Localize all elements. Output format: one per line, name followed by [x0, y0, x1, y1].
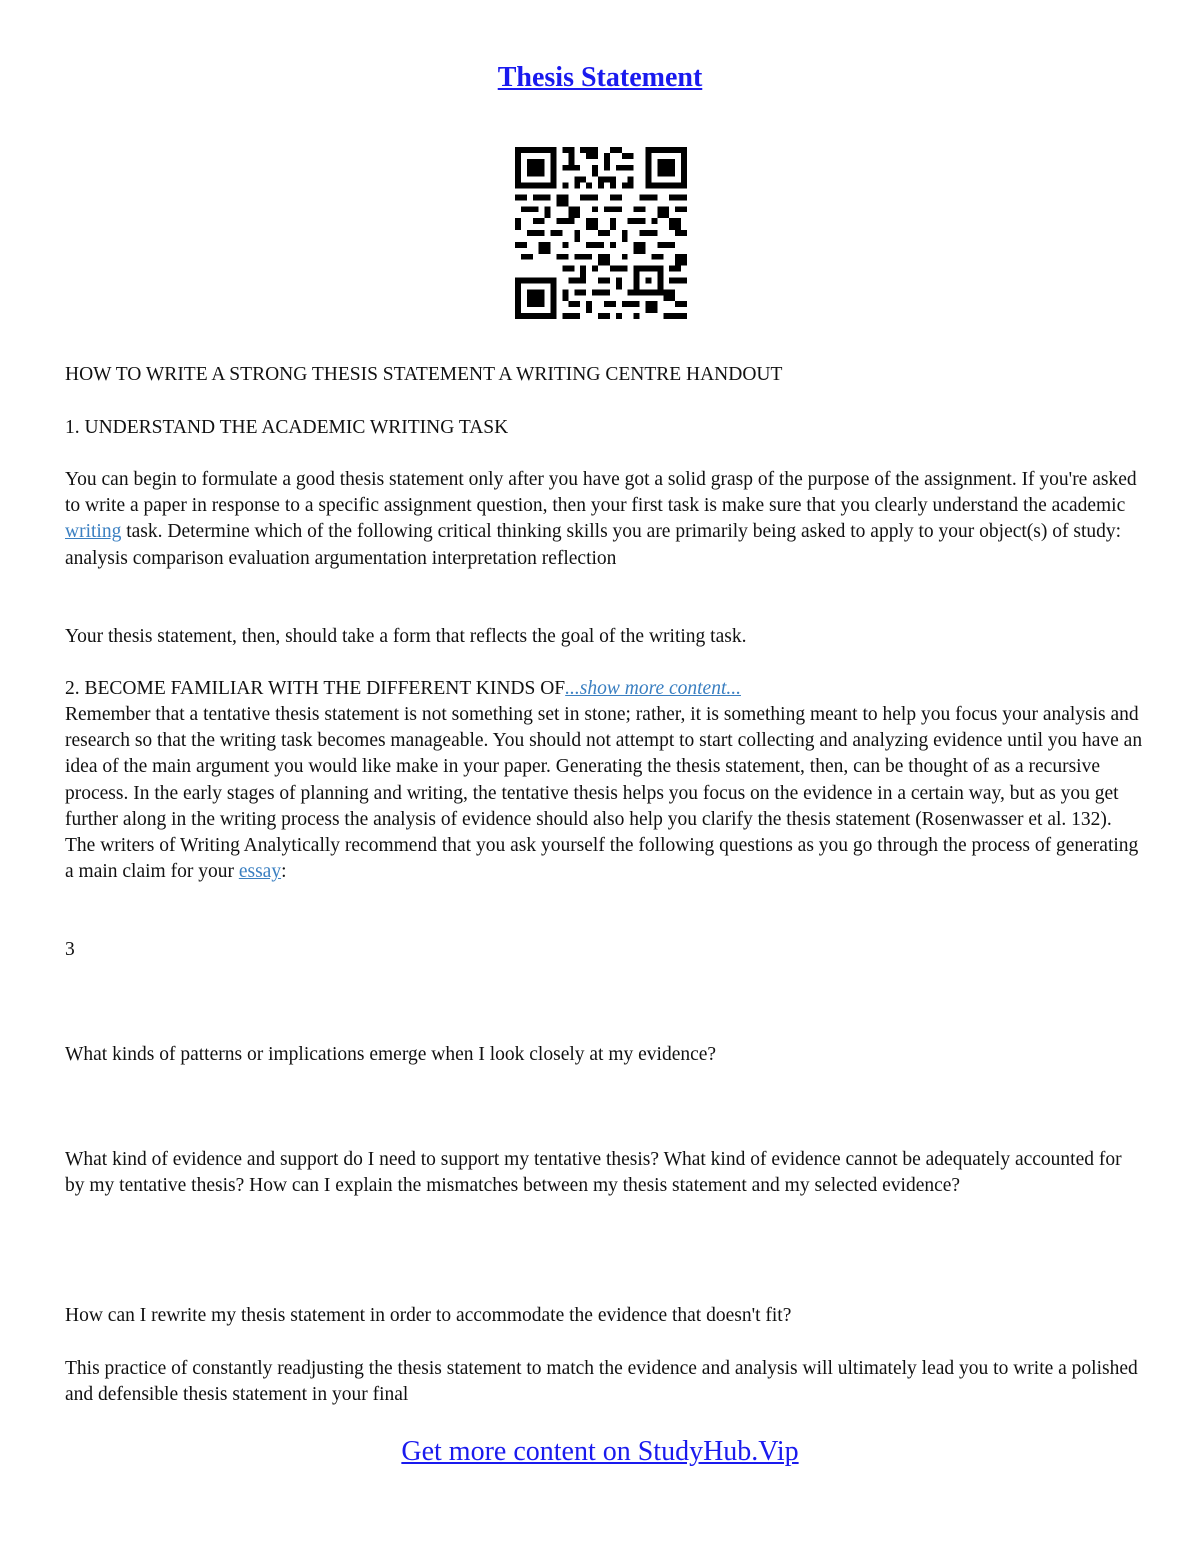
studyhub-footer-link[interactable]: Get more content on StudyHub.Vip: [401, 1436, 799, 1467]
section-1-heading: 1. UNDERSTAND THE ACADEMIC WRITING TASK: [65, 417, 509, 438]
handout-heading: HOW TO WRITE A STRONG THESIS STATEMENT A WRITING CENTRE HANDOUT: [65, 364, 783, 385]
section-2-heading-text: 2. BECOME FAMILIAR WITH THE DIFFERENT KINDS OF: [65, 678, 566, 699]
page-number: 3: [65, 939, 75, 960]
show-more-link[interactable]: ...show more content...: [565, 678, 741, 699]
question-2: What kind of evidence and support do I need to support my tentative thesis? What kind of evidence cannot be adequately accounted for by my tentative thesis? How can I explain the mismatches between my thesis statement and my selected evidence?: [65, 1149, 1122, 1197]
paragraph-4: This practice of constantly readjusting the thesis statement to match the evidence and analysis will ultimately lead you to write a polished and defensible thesis statement in your final: [65, 1358, 1138, 1406]
paragraph-3-text-end: :: [281, 861, 287, 883]
question-1: What kinds of patterns or implications emerge when I look closely at my evidence?: [65, 1044, 717, 1065]
essay-link[interactable]: essay: [238, 861, 282, 883]
qr-code-icon: [515, 147, 687, 319]
paragraph-3: [65, 702, 1145, 885]
writing-link[interactable]: writing: [65, 521, 122, 543]
section-2-heading: [65, 676, 1145, 702]
paragraph-3-text: Remember that a tentative thesis statement is not something set in stone; rather, it is something meant to help you focus your analysis and research so that the writing task becomes manageable. You should not attempt to start collecting and analyzing evidence until you have an idea of the main argument you would like make in your paper. Generating the thesis statement, then, can be thought of as a recursive process. In the early stages of planning and writing, the tentative thesis helps you focus on the evidence in a certain way, but as you get further along in the writing process the analysis of evidence should also help you clarify the thesis statement (Rosenwasser et al. 132). The writers of Writing Analytically recommend that you ask yourself the following questions as you go through the process of generating a main claim for your: [65, 704, 1143, 883]
paragraph-1-text: You can begin to formulate a good thesis statement only after you have got a solid grasp of the purpose of the assignment. If you're asked to write a paper in response to a specific assignment question, then your first task is make sure that you clearly understand the academic: [65, 469, 1137, 517]
question-3: How can I rewrite my thesis statement in order to accommodate the evidence that doesn't fit?: [65, 1305, 792, 1326]
paragraph-1: [65, 467, 1145, 572]
paragraph-1-text-end: task. Determine which of the following critical thinking skills you are primarily being asked to apply to your object(s) of study: analysis comparison evaluation argumentation interpretation reflection: [65, 521, 1122, 569]
paragraph-2: Your thesis statement, then, should take a form that reflects the goal of the writing task.: [65, 626, 747, 647]
document-title-link[interactable]: Thesis Statement: [497, 62, 703, 93]
